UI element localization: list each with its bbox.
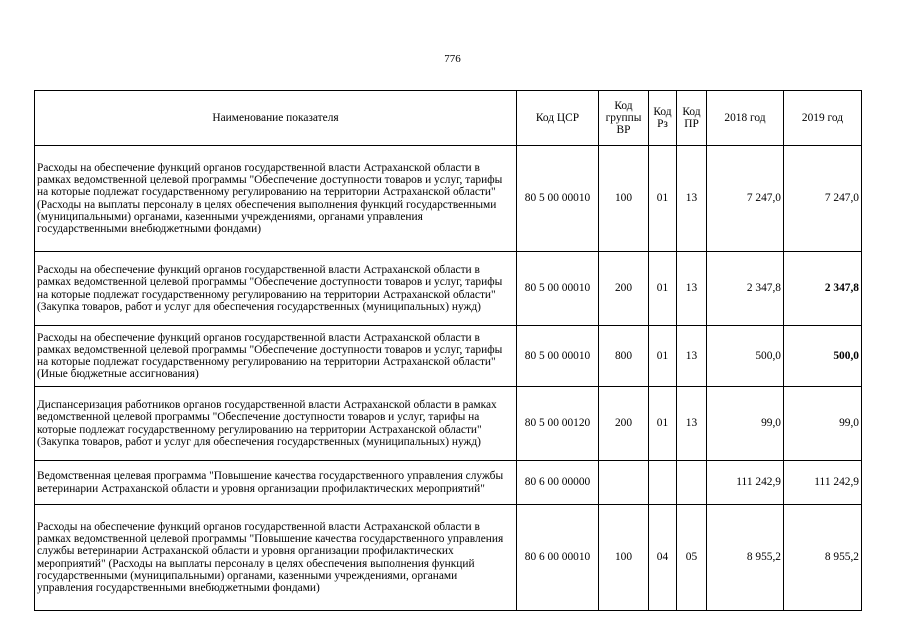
table-row bbox=[35, 326, 862, 387]
row-name: Диспансеризация работников органов государственной власти Астраханской области в рамках ведомственной целевой программы "Обеспечение доступности товаров и услуг, тарифы на которые подлежат государственному регулированию на территории Астраханской области" (Закупка товаров, работ и услуг для обеспечения государственных (муниципальных) нужд) bbox=[35, 387, 517, 461]
row-2019: 99,0 bbox=[784, 387, 862, 461]
row-csr: 80 5 00 00010 bbox=[517, 326, 599, 387]
row-rz: 01 bbox=[649, 387, 677, 461]
row-name: Ведомственная целевая программа "Повышение качества государственного управления службы ветеринарии Астраханской области и уровня организации профилактических мероприятий" bbox=[35, 461, 517, 505]
row-rz: 01 bbox=[649, 252, 677, 326]
row-vr: 800 bbox=[599, 326, 649, 387]
row-name: Расходы на обеспечение функций органов государственной власти Астраханской области в рамках ведомственной целевой программы "Обеспечение доступности товаров и услуг, тарифы на которые подлежат государственному регулированию на территории Астраханской области" (Расходы на выплаты персоналу в целях обеспечения выполнения функций государственными (муниципальными) органами, казенными учреждениями, органами управления государственными внебюджетными фондами) bbox=[35, 146, 517, 252]
row-vr: 200 bbox=[599, 252, 649, 326]
row-2019: 2 347,8 bbox=[784, 252, 862, 326]
row-2019: 7 247,0 bbox=[784, 146, 862, 252]
row-rz bbox=[649, 461, 677, 505]
row-vr: 100 bbox=[599, 146, 649, 252]
budget-table bbox=[34, 90, 862, 611]
row-pr: 13 bbox=[677, 326, 707, 387]
table-row bbox=[35, 461, 862, 505]
table-body bbox=[35, 146, 862, 611]
table-header bbox=[35, 91, 862, 146]
row-csr: 80 6 00 00010 bbox=[517, 505, 599, 611]
header-row bbox=[35, 91, 862, 146]
row-csr: 80 5 00 00010 bbox=[517, 146, 599, 252]
row-2019: 8 955,2 bbox=[784, 505, 862, 611]
row-2018: 8 955,2 bbox=[707, 505, 784, 611]
table-row bbox=[35, 387, 862, 461]
row-2018: 7 247,0 bbox=[707, 146, 784, 252]
row-pr: 13 bbox=[677, 387, 707, 461]
header-pr: Код ПР bbox=[677, 91, 707, 146]
table-row bbox=[35, 146, 862, 252]
row-pr: 05 bbox=[677, 505, 707, 611]
row-vr: 100 bbox=[599, 505, 649, 611]
row-rz: 01 bbox=[649, 146, 677, 252]
row-vr: 200 bbox=[599, 387, 649, 461]
row-2018: 2 347,8 bbox=[707, 252, 784, 326]
row-pr: 13 bbox=[677, 252, 707, 326]
header-csr: Код ЦСР bbox=[517, 91, 599, 146]
row-csr: 80 6 00 00000 bbox=[517, 461, 599, 505]
header-2019: 2019 год bbox=[784, 91, 862, 146]
row-rz: 01 bbox=[649, 326, 677, 387]
table-row bbox=[35, 505, 862, 611]
header-name: Наименование показателя bbox=[35, 91, 517, 146]
page-number: 776 bbox=[444, 53, 461, 65]
row-2018: 99,0 bbox=[707, 387, 784, 461]
header-vr: Код группы ВР bbox=[599, 91, 649, 146]
row-2018: 500,0 bbox=[707, 326, 784, 387]
row-2018: 111 242,9 bbox=[707, 461, 784, 505]
row-name: Расходы на обеспечение функций органов государственной власти Астраханской области в рамках ведомственной целевой программы "Повышение качества государственного управления службы ветеринарии Астраханской области и уровня организации профилактических мероприятий" (Расходы на выплаты персоналу в целях обеспечения выполнения функций государственными (муниципальными) органами, казенными учреждениями, органами управления государственными внебюджетными фондами) bbox=[35, 505, 517, 611]
row-csr: 80 5 00 00120 bbox=[517, 387, 599, 461]
row-name: Расходы на обеспечение функций органов государственной власти Астраханской области в рамках ведомственной целевой программы "Обеспечение доступности товаров и услуг, тарифы на которые подлежат государственному регулированию на территории Астраханской области" (Иные бюджетные ассигнования) bbox=[35, 326, 517, 387]
row-2019: 500,0 bbox=[784, 326, 862, 387]
row-pr: 13 bbox=[677, 146, 707, 252]
row-pr bbox=[677, 461, 707, 505]
row-rz: 04 bbox=[649, 505, 677, 611]
row-name: Расходы на обеспечение функций органов государственной власти Астраханской области в рамках ведомственной целевой программы "Обеспечение доступности товаров и услуг, тарифы на которые подлежат государственному регулированию на территории Астраханской области" (Закупка товаров, работ и услуг для обеспечения государственных (муниципальных) нужд) bbox=[35, 252, 517, 326]
header-rz: Код Рз bbox=[649, 91, 677, 146]
row-2019: 111 242,9 bbox=[784, 461, 862, 505]
header-2018: 2018 год bbox=[707, 91, 784, 146]
row-csr: 80 5 00 00010 bbox=[517, 252, 599, 326]
row-vr bbox=[599, 461, 649, 505]
table-row bbox=[35, 252, 862, 326]
